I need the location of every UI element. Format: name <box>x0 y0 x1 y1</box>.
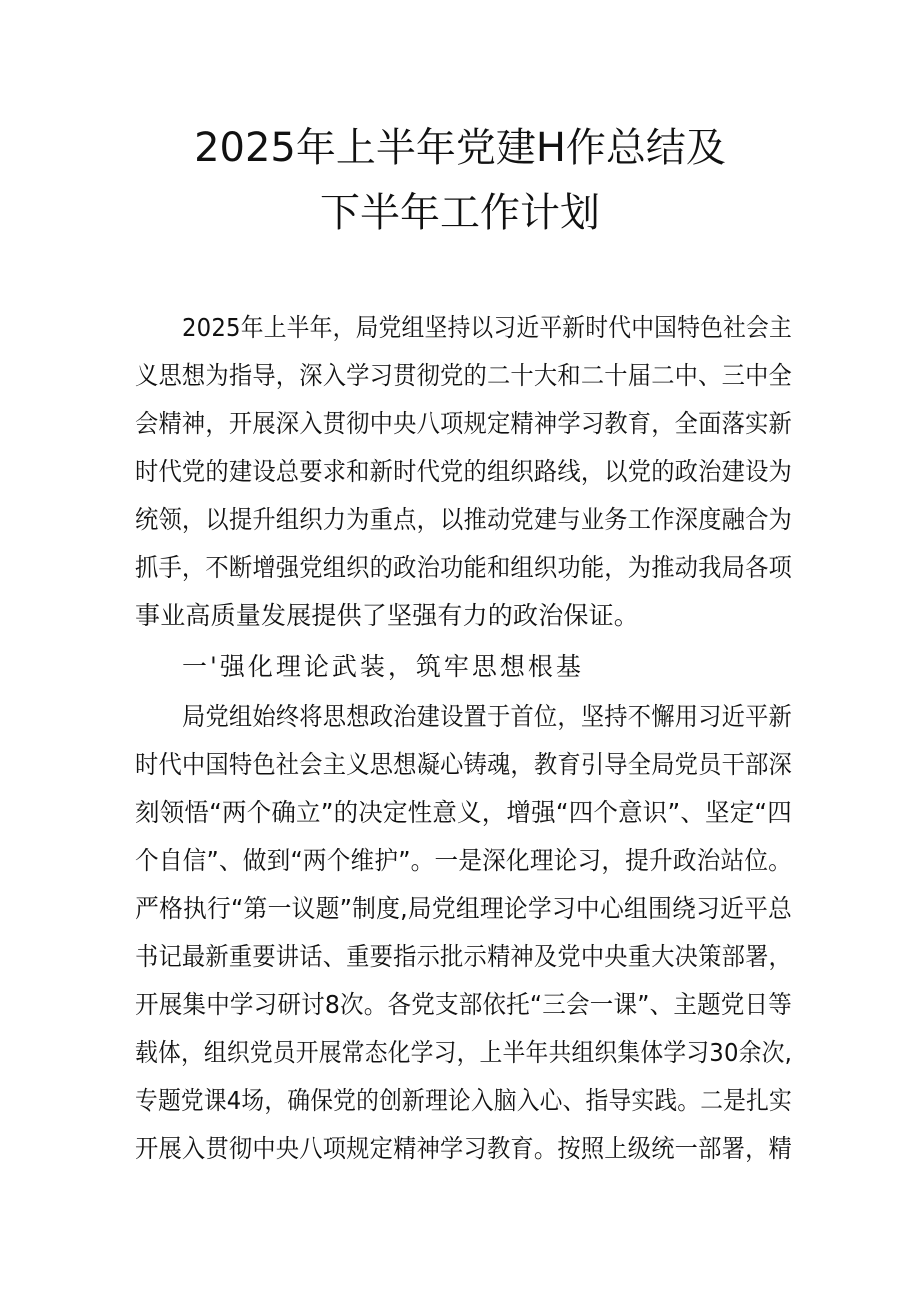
paragraph-1-line-text: 抓手，不断增强党组织的政治功能和组织功能，为推动我局各项 <box>135 553 792 582</box>
paragraph-2-line-text: 严格执行“第一议题”制度,局党组理论学习中心组围绕习近平总 <box>135 894 792 923</box>
section-heading-text: 一'强化理论武装，筑牢思想根基 <box>182 652 584 681</box>
paragraph-1-line-text: 事业高质量发展提供了坚强有力的政治保证。 <box>135 601 640 630</box>
paragraph-1-line-text: 会精神，开展深入贯彻中央八项规定精神学习教育，全面落实新 <box>135 409 792 438</box>
paragraph-2-line-text: 开展入贯彻中央八项规定精神学习教育。按照上级统一部署，精 <box>135 1134 792 1163</box>
paragraph-2-line-text: 专题党课4场，确保党的创新理论入脑入心、指导实践。二是扎实 <box>135 1086 792 1115</box>
paragraph-2-line-text: 时代中国特色社会主义思想凝心铸魂，教育引导全局党员干部深 <box>135 750 792 779</box>
paragraph-2-line-text: 局党组始终将思想政治建设置于首位，坚持不懈用习近平新 <box>182 702 792 731</box>
paragraph-2-line-text: 开展集中学习研讨8次。各党支部依托“三会一课”、主题党日等 <box>135 990 792 1019</box>
paragraph-1-line-text: 统领，以提升组织力为重点，以推动党建与业务工作深度融合为 <box>135 505 792 534</box>
paragraph-2-line-text: 刻领悟“两个确立”的决定性意义，增强“四个意识”、坚定“四 <box>135 798 792 827</box>
paragraph-2-line-text: 个自信”、做到“两个维护”。一是深化理论习，提升政治站位。 <box>135 846 792 875</box>
document-title-line-2: 下半年工作计划 <box>320 190 600 236</box>
paragraph-2-line-text: 书记最新重要讲话、重要指示批示精神及党中央重大决策部署， <box>135 942 792 971</box>
document-title-line-1: 2025年上半年党建H作总结及 <box>194 125 726 171</box>
paragraph-1-line-text: 2025年上半年，局党组坚持以习近平新时代中国特色社会主 <box>182 313 792 342</box>
paragraph-1-line-text: 时代党的建设总要求和新时代党的组织路线，以党的政治建设为 <box>135 457 792 486</box>
paragraph-1-line-text: 义思想为指导，深入学习贯彻党的二十大和二十届二中、三中全 <box>135 361 792 390</box>
paragraph-2-line-text: 载体，组织党员开展常态化学习，上半年共组织集体学习30余次, <box>135 1038 792 1067</box>
